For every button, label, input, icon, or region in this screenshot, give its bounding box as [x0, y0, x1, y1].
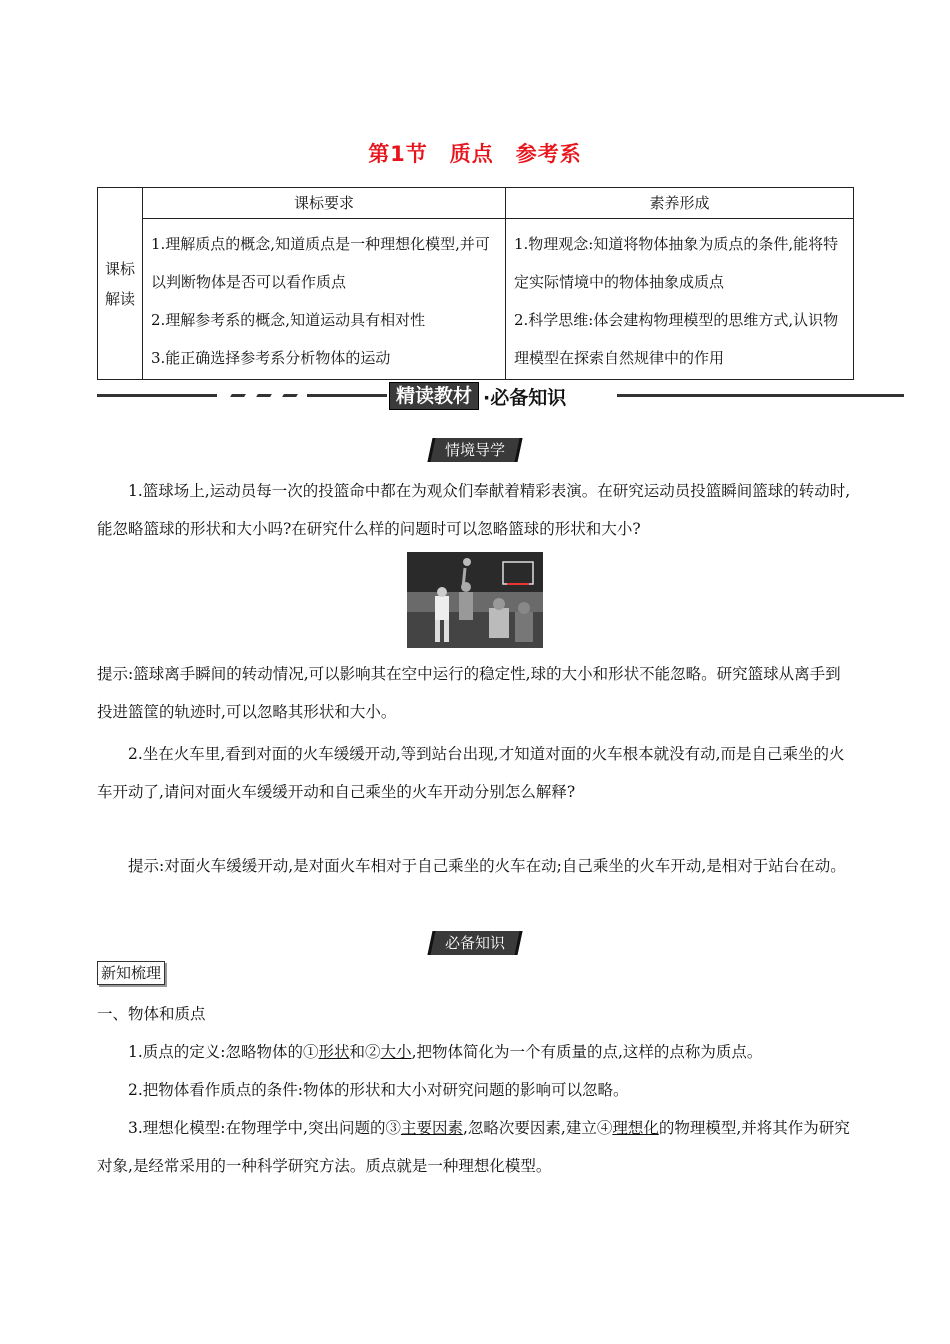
page-title: 第1节 质点 参考系 — [368, 142, 582, 166]
col2-body — [506, 219, 854, 380]
blank-1-answer: 形状 — [318, 1043, 350, 1061]
subhead-new-knowledge: 新知梳理 — [97, 961, 165, 985]
tag-scenario-label: 情境导学 — [444, 441, 505, 459]
hint-2: 提示:对面火车缓缓开动,是对面火车相对于自己乘坐的火车在动;自己乘坐的火车开动,是相对于站台在动。 — [128, 857, 846, 875]
tag-scenario — [0, 438, 950, 462]
banner-box: 精读教材 — [389, 382, 479, 410]
side-label — [98, 188, 143, 380]
blank-2-answer: 大小 — [380, 1043, 412, 1061]
banner-rule-right — [617, 394, 904, 397]
section-banner — [97, 382, 904, 410]
blank-3-answer: 主要因素 — [400, 1119, 463, 1137]
standards-table — [97, 187, 854, 380]
item-3-mid: ,忽略次要因素,建立④ — [462, 1119, 613, 1137]
blank-4-answer: 理想化 — [612, 1119, 659, 1137]
literacy-item: 1.物理观念:知道将物体抽象为质点的条件,能将特定实际情境中的物体抽象成质点 — [514, 235, 839, 291]
item-3-pre: 3.理想化模型:在物理学中,突出问题的③ — [128, 1119, 401, 1137]
requirement-item: 3.能正确选择参考系分析物体的运动 — [151, 349, 391, 367]
item-1-post: ,把物体简化为一个有质量的点,这样的点称为质点。 — [411, 1043, 763, 1061]
requirement-item: 2.理解参考系的概念,知道运动具有相对性 — [151, 311, 426, 329]
item-1-pre: 1.质点的定义:忽略物体的① — [128, 1043, 319, 1061]
tag-knowledge-label: 必备知识 — [444, 934, 505, 952]
item-2: 2.把物体看作质点的条件:物体的形状和大小对研究问题的影响可以忽略。 — [128, 1081, 629, 1099]
side-label-line1: 课标 — [104, 259, 135, 278]
basketball-photo — [407, 552, 543, 648]
banner-dash — [230, 394, 246, 397]
section-heading-1: 一、物体和质点 — [97, 1005, 206, 1023]
banner-rest: ·必备知识 — [483, 386, 567, 409]
item-1 — [97, 1033, 854, 1071]
requirement-item: 1.理解质点的概念,知道质点是一种理想化模型,并可以判断物体是否可以看作质点 — [151, 235, 490, 291]
question-1: 1.篮球场上,运动员每一次的投篮命中都在为观众们奉献着精彩表演。在研究运动员投篮瞬间篮球的转动时,能忽略篮球的形状和大小吗?在研究什么样的问题时可以忽略篮球的形状和大小? — [97, 482, 851, 538]
banner-rule-left — [97, 394, 217, 397]
col2-header: 素养形成 — [506, 188, 854, 219]
banner-dash — [282, 394, 298, 397]
item-3-post: 的物理模型,并将其作为研究对象,是经常采用的一种科学研究方法。质点就是一种理想化模型。 — [97, 1119, 850, 1175]
side-label-line2: 解读 — [104, 289, 135, 308]
question-2: 2.坐在火车里,看到对面的火车缓缓开动,等到站台出现,才知道对面的火车根本就没有动,而是自己乘坐的火车开动了,请问对面火车缓缓开动和自己乘坐的火车开动分别怎么解释? — [97, 745, 845, 801]
literacy-item: 2.科学思维:体会建构物理模型的思维方式,认识物理模型在探索自然规律中的作用 — [514, 311, 839, 367]
banner-dash — [256, 394, 272, 397]
tag-knowledge — [0, 931, 950, 955]
banner-rule-left2 — [307, 394, 387, 397]
col1-body — [143, 219, 506, 380]
hint-1: 提示:篮球离手瞬间的转动情况,可以影响其在空中运行的稳定性,球的大小和形状不能忽略。研究篮球从离手到投进篮筐的轨迹时,可以忽略其形状和大小。 — [97, 665, 841, 721]
item-3 — [97, 1109, 854, 1185]
col1-header: 课标要求 — [143, 188, 506, 219]
item-1-mid: 和② — [349, 1043, 381, 1061]
